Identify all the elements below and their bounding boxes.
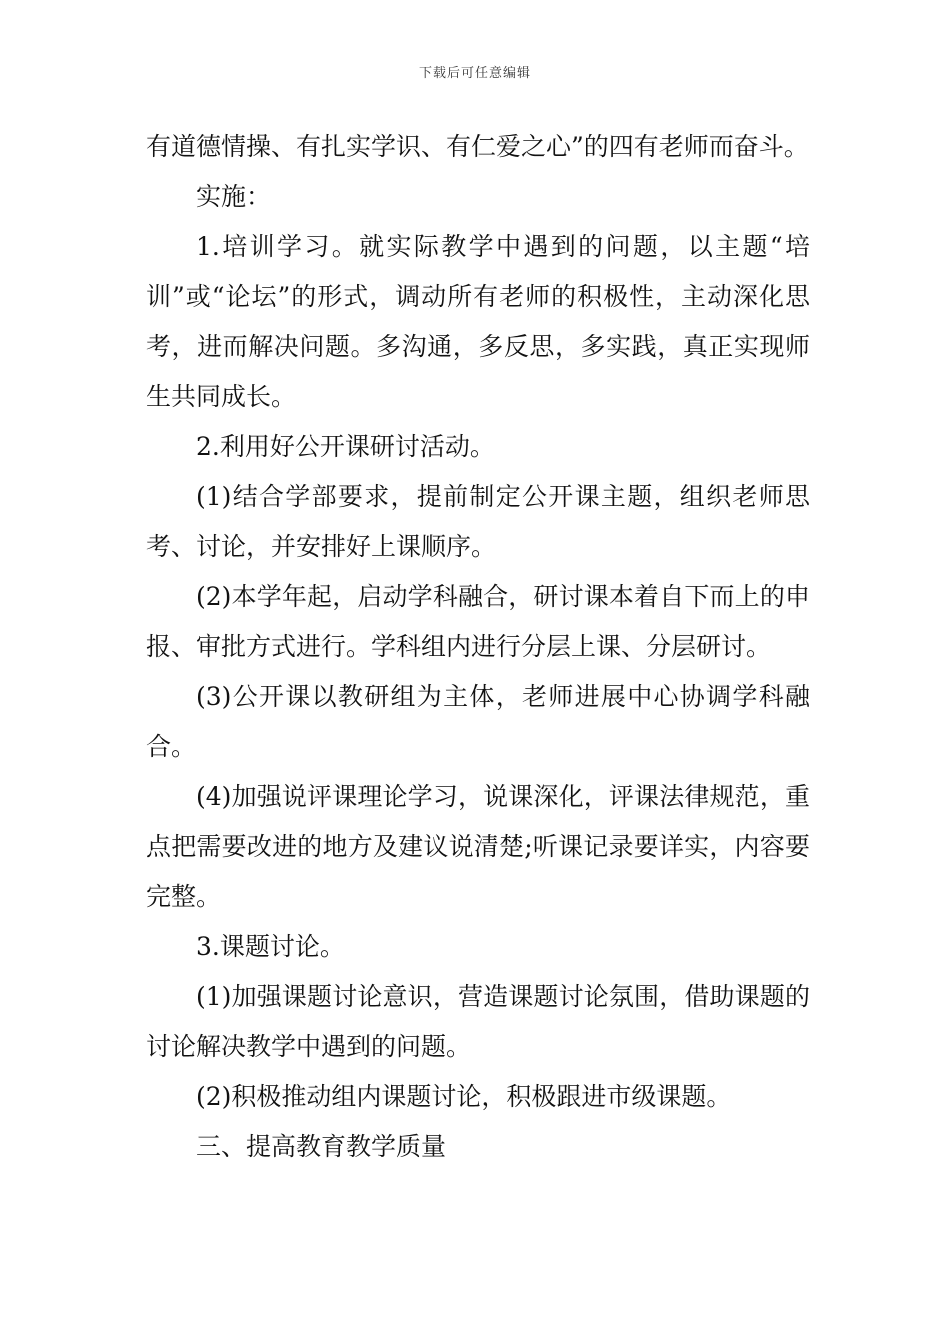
paragraph-open-class-item-2: (2)本学年起，启动学科融合，研讨课本着自下而上的申报、审批方式进行。学科组内进行分层上课、分层研讨。: [146, 582, 810, 661]
paragraph-research-topic: 3.课题讨论。: [196, 932, 345, 961]
document-body: [146, 122, 810, 1172]
paragraph-open-class-item-4: (4)加强说评课理论学习，说课深化，评课法律规范，重点把需要改进的地方及建议说清楚;听课记录要详实，内容要完整。: [146, 782, 810, 911]
paragraph-research-item-2: (2)积极推动组内课题讨论，积极跟进市级课题。: [196, 1082, 732, 1111]
paragraph-open-class: 2.利用好公开课研讨活动。: [196, 432, 495, 461]
paragraph-training: 1.培训学习。就实际教学中遇到的问题，以主题“培训”或“论坛”的形式，调动所有老师的积极性，主动深化思考，进而解决问题。多沟通，多反思，多实践，真正实现师生共同成长。: [146, 232, 810, 411]
page-header-note: 下载后可任意编辑: [418, 66, 531, 81]
paragraph-heading-implementation: 实施：: [196, 182, 272, 211]
paragraph-section-three-heading: 三、提高教育教学质量: [196, 1132, 447, 1161]
paragraph-open-class-item-3: (3)公开课以教研组为主体，老师进展中心协调学科融合。: [146, 682, 810, 761]
paragraph-open-class-item-1: (1)结合学部要求，提前制定公开课主题，组织老师思考、讨论，并安排好上课顺序。: [146, 482, 810, 561]
paragraph-research-item-1: (1)加强课题讨论意识，营造课题讨论氛围，借助课题的讨论解决教学中遇到的问题。: [146, 982, 810, 1061]
paragraph-continuation: 有道德情操、有扎实学识、有仁爱之心”的四有老师而奋斗。: [146, 132, 809, 161]
